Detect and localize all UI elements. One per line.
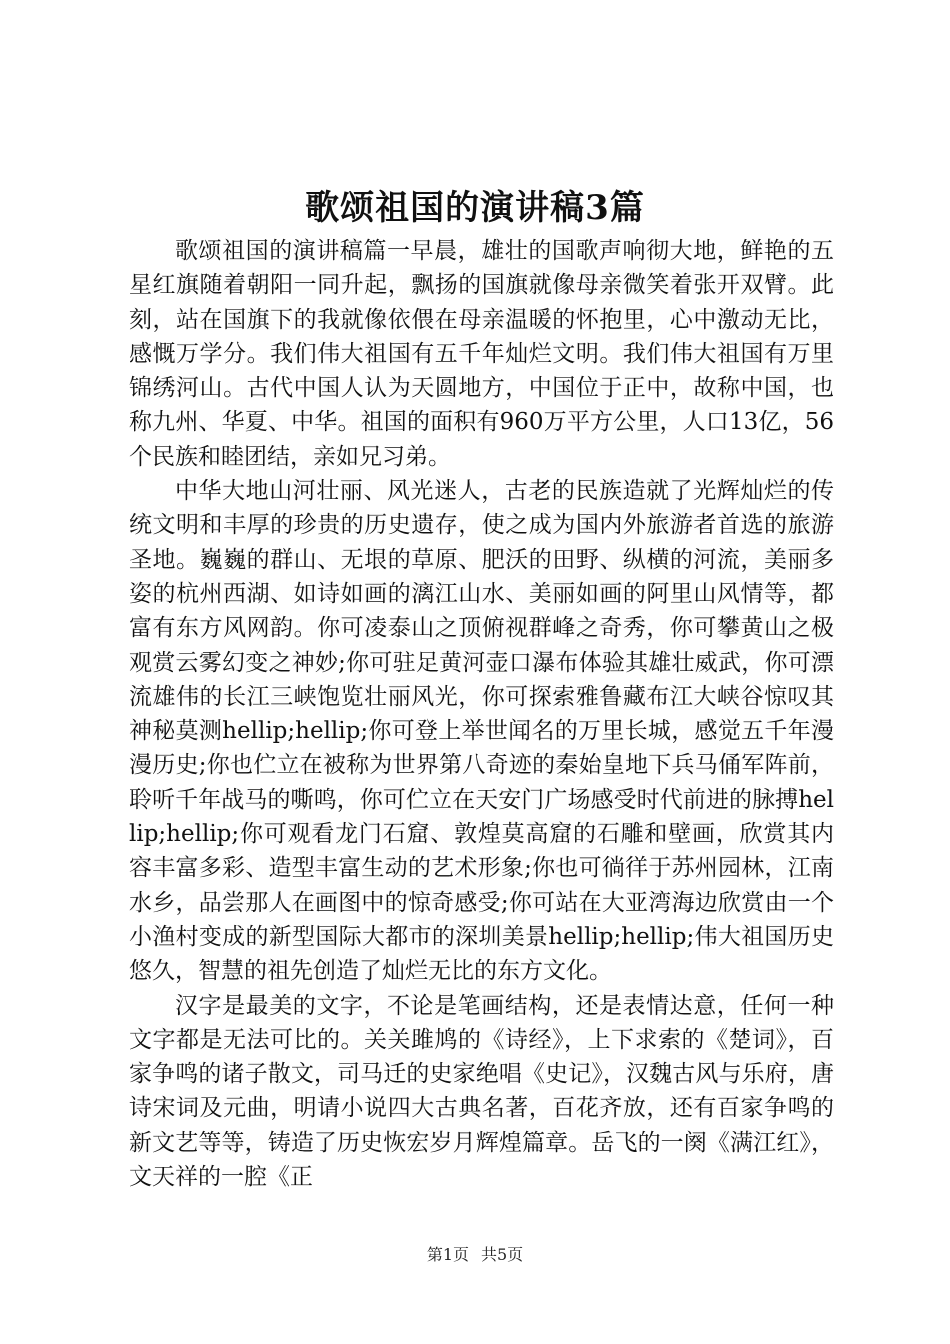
page-footer	[0, 1244, 950, 1266]
document-body	[129, 234, 834, 1194]
page-total: 共5页	[481, 1245, 524, 1264]
paragraph-3: 汉字是最美的文字，不论是笔画结构，还是表情达意，任何一种文字都是无法可比的。关关雎鸠的《诗经》，上下求索的《楚词》，百家争鸣的诸子散文，司马迁的史家绝唱《史记》，汉魏古风与乐府，唐诗宋词及元曲，明请小说四大古典名著，百花齐放，还有百家争鸣的新文艺等等，铸造了历史恢宏岁月辉煌篇章。岳飞的一阕《满江红》，文天祥的一腔《正	[129, 992, 834, 1191]
paragraph-1: 歌颂祖国的演讲稿篇一早晨，雄壮的国歌声响彻大地，鲜艳的五星红旗随着朝阳一同升起，飘扬的国旗就像母亲微笑着张开双臂。此刻，站在国旗下的我就像依偎在母亲温暖的怀抱里，心中激动无比，感慨万学分。我们伟大祖国有五千年灿烂文明。我们伟大祖国有万里锦绣河山。古代中国人认为天圆地方，中国位于正中，故称中国，也称九州、华夏、中华。祖国的面积有960万平方公里，人口13亿，56个民族和睦团结，亲如兄习弟。	[129, 238, 834, 470]
paragraph-2: 中华大地山河壮丽、风光迷人，古老的民族造就了光辉灿烂的传统文明和丰厚的珍贵的历史遗存，使之成为国内外旅游者首选的旅游圣地。巍巍的群山、无垠的草原、肥沃的田野、纵横的河流，美丽多姿的杭州西湖、如诗如画的漓江山水、美丽如画的阿里山风情等，都富有东方风网韵。你可凌泰山之顶俯视群峰之奇秀，你可攀黄山之极观赏云雾幻变之神妙;你可驻足黄河壶口瀑布体验其雄壮威武，你可漂流雄伟的长江三峡饱览壮丽风光，你可探索雅鲁藏布江大峡谷惊叹其神秘莫测hellip;hellip;你可登上举世闻名的万里长城，感觉五千年漫漫历史;你也伫立在被称为世界第八奇迹的秦始皇地下兵马俑军阵前，聆听千年战马的嘶鸣，你可伫立在天安门广场感受时代前进的脉搏hellip;hellip;你可观看龙门石窟、敦煌莫高窟的石雕和壁画，欣赏其内容丰富多彩、造型丰富生动的艺术形象;你也可徜徉于苏州园林，江南水乡，品尝那人在画图中的惊奇感受;你可站在大亚湾海边欣赏由一个小渔村变成的新型国际大都市的深圳美景hellip;hellip;伟大祖国历史悠久，智慧的祖先创造了灿烂无比的东方文化。	[129, 478, 834, 985]
page-number: 第1页	[426, 1245, 469, 1264]
document-title: 歌颂祖国的演讲稿3篇	[305, 188, 645, 228]
